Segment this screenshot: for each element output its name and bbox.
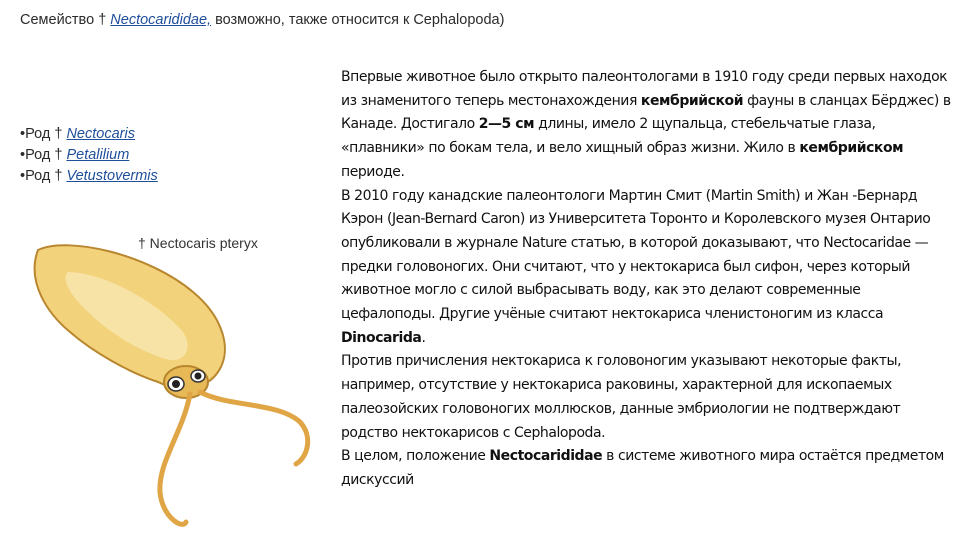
bold-term: Dinocarida (341, 329, 422, 346)
text-run: фауны в сланцах Бёрджес) в Канаде. Достигало (341, 92, 951, 133)
text-run: В целом, положение (341, 448, 490, 465)
article-paragraph-2 (341, 185, 956, 351)
genus-item-petalilium (20, 145, 158, 166)
genus-prefix: •Род † (20, 126, 67, 142)
header-prefix: Семейство † (20, 12, 111, 28)
bold-term: Nectocarididae (489, 448, 603, 465)
genus-prefix: •Род † (20, 168, 67, 184)
genus-prefix: •Род † (20, 147, 67, 163)
genus-link-vetustovermis[interactable]: Vetustovermis (66, 168, 158, 184)
text-run: длины, имело 2 щупальца, стебельчатые глаза, «плавники» по бокам тела, и вело хищный образ жизни. Жило в (341, 116, 876, 157)
bold-term: 2—5 см (478, 116, 535, 133)
article-paragraph-4 (341, 445, 956, 492)
genus-link-nectocaris[interactable]: Nectocaris (66, 126, 135, 142)
nectocaris-illustration-icon (8, 232, 338, 542)
bold-term: кембрийском (799, 140, 904, 157)
slide-header (20, 12, 504, 28)
text-run: . (421, 329, 426, 346)
genus-item-nectocaris (20, 124, 158, 145)
text-run: периоде. (341, 163, 405, 180)
genus-list (20, 124, 158, 187)
article-paragraph-3: Против причисления нектокариса к головоногим указывают некоторые факты, например, отсутствие у нектокариса раковины, характерной для ископаемых палеозойских головоногих моллюсков, данные эмбриологии не подтверждают родство нектокарисов с Cephalopoda. (341, 353, 902, 441)
text-run: В 2010 году канадские палеонтологи Мартин Смит (Martin Smith) и Жан -Бернард Кэрон (Jean-Bernard Caron) из Университета Торонто и Королевского музея Онтарио опубликовали в журнале Nature статью, в которой доказывают, что Nectocaridae — предки головоногих. Они считают, что у нектокариса был сифон, через который животное могло с силой выбрасывать воду, как это делают современные цефалоподы. Другие учёные считают нектокариса членистоногим из класса (341, 187, 931, 323)
bold-term: кембрийской (640, 92, 744, 109)
image-caption: † Nectocaris pteryx (138, 235, 258, 251)
text-run: в системе животного мира остаётся предметом дискуссий (341, 448, 944, 488)
genus-item-vetustovermis (20, 166, 158, 187)
header-suffix: возможно, также относится к Cephalopoda) (211, 12, 505, 28)
genus-link-petalilium[interactable]: Petalilium (66, 147, 130, 163)
article-text (341, 66, 956, 493)
family-link[interactable]: Nectocarididae, (110, 12, 212, 28)
text-run: Впервые животное было открыто палеонтологами в 1910 году среди первых находок из знаменитого теперь местонахождения (341, 69, 948, 109)
article-paragraph-1 (341, 66, 956, 185)
